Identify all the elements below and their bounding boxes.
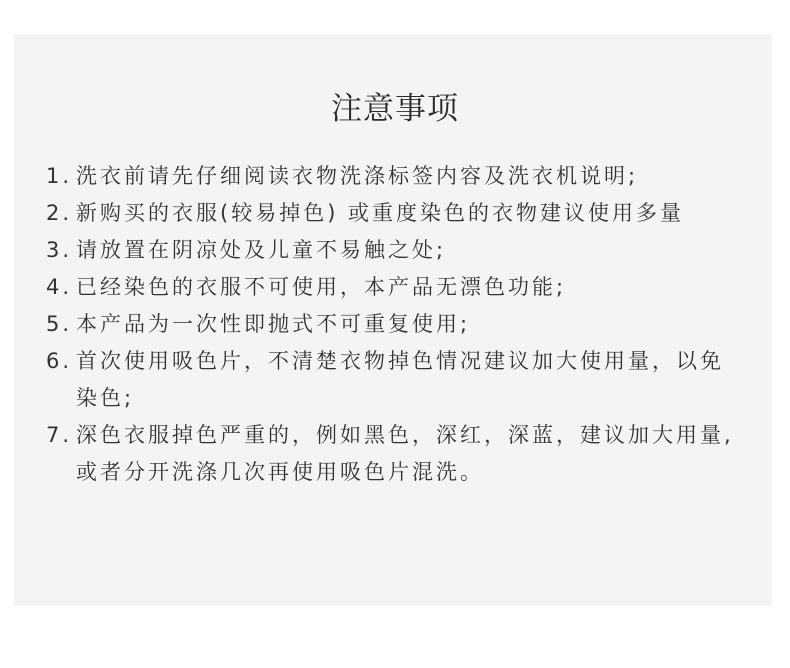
notice-item-number: 7.: [46, 423, 73, 447]
notice-item-number: 6.: [46, 349, 73, 373]
notice-item-5: [46, 306, 746, 343]
notice-item-4: [46, 269, 746, 306]
notice-item-6: [46, 343, 746, 417]
notice-item-number: 1.: [46, 164, 73, 188]
notice-item-text: 洗衣前请先仔细阅读衣物洗涤标签内容及洗衣机说明;: [76, 164, 639, 188]
notice-item-text: 请放置在阴凉处及儿童不易触之处;: [76, 238, 447, 262]
notice-item-number: 2.: [46, 201, 73, 225]
notice-item-text: 已经染色的衣服不可使用，本产品无漂色功能;: [76, 275, 567, 299]
notice-item-text: 首次使用吸色片，不清楚衣物掉色情况建议加大使用量，以免染色;: [76, 349, 724, 410]
notice-list: [46, 158, 746, 491]
notice-item-text: 新购买的衣服(较易掉色) 或重度染色的衣物建议使用多量: [76, 201, 685, 225]
notice-item-text: 本产品为一次性即抛式不可重复使用;: [76, 312, 471, 336]
notice-item-number: 4.: [46, 275, 73, 299]
notice-item-text: 深色衣服掉色严重的，例如黑色，深红，深蓝，建议加大用量,或者分开洗涤几次再使用吸色片混洗。: [76, 423, 734, 484]
notice-item-1: [46, 158, 746, 195]
notice-item-3: [46, 232, 746, 269]
notice-item-2: [46, 195, 746, 232]
notice-item-7: [46, 417, 746, 491]
notice-item-number: 5.: [46, 312, 73, 336]
notice-item-number: 3.: [46, 238, 73, 262]
notice-title: 注意事项: [331, 91, 459, 127]
